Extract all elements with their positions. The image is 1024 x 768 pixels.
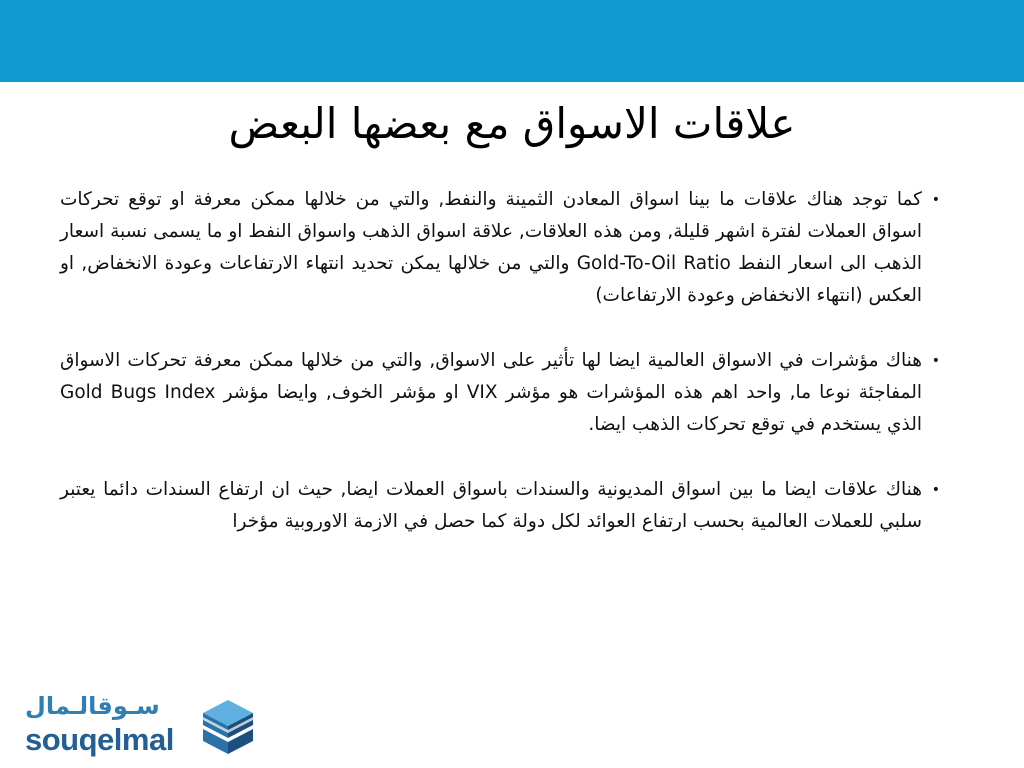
bullet-item bbox=[60, 474, 940, 538]
bullet-item bbox=[60, 345, 940, 441]
logo-arabic-text: سـوقالـمال bbox=[25, 692, 160, 720]
bullet-text: هناك علاقات ايضا ما بين اسواق المديونية والسندات باسواق العملات ايضا, حيث ان ارتفاع السندات دائما يعتبر سلبي للعملات العالمية بحسب ارتفاع العوائد لكل دولة كما حصل في الازمة الاوروبية مؤخرا bbox=[60, 479, 922, 532]
logo-latin-text: souqelmal bbox=[25, 722, 174, 757]
bullet-text: هناك مؤشرات في الاسواق العالمية ايضا لها تأثير على الاسواق, والتي من خلالها ممكن معرفة تحركات الاسواق المفاجئة نوعا ما, واحد اهم هذه المؤشرات هو مؤشر VIX او مؤشر الخوف, وايضا مؤشر Gold Bugs Index الذي يستخدم في توقع تحركات الذهب ايضا. bbox=[60, 350, 922, 435]
bullet-text: كما توجد هناك علاقات ما بينا اسواق المعادن الثمينة والنفط, والتي من خلالها ممكن معرفة او توقع تحركات اسواق العملات لفترة اشهر قليلة, ومن هذه العلاقات, علاقة اسواق الذهب واسواق النفط او ما يسمى نسبة اسعار الذهب الى اسعار النفط Gold-To-Oil Ratio والتي من خلالها يمكن تحديد انتهاء الارتفاعات وعودة الانخفاض, او العكس (انتهاء الانخفاض وعودة الارتفاعات) bbox=[60, 189, 922, 306]
bullet-marker: • bbox=[931, 482, 940, 498]
bullet-marker: • bbox=[931, 353, 940, 369]
bullet-item bbox=[60, 184, 940, 312]
souqelmal-logo bbox=[25, 690, 245, 760]
bullet-list bbox=[60, 184, 940, 538]
cube-logo-icon bbox=[197, 696, 259, 758]
slide-title: علاقات الاسواق مع بعضها البعض bbox=[228, 99, 796, 148]
bullet-marker: • bbox=[931, 192, 940, 208]
header-bar bbox=[0, 0, 1024, 82]
